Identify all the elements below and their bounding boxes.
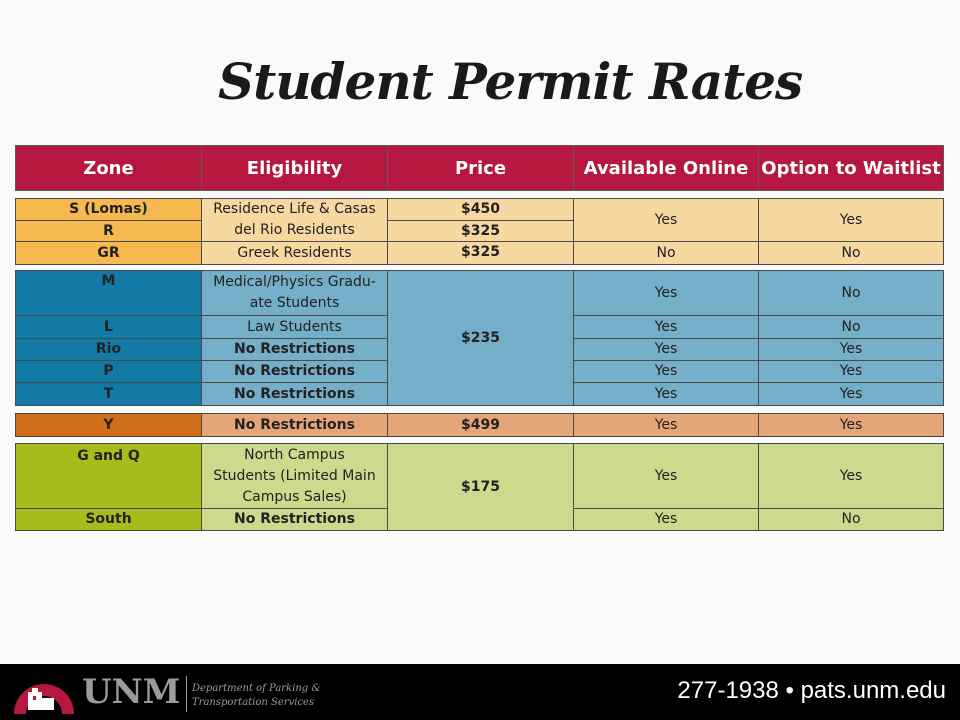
waitlist-cell: Yes bbox=[758, 360, 944, 383]
footer-divider bbox=[186, 676, 187, 712]
zone-cell: P bbox=[15, 360, 202, 383]
eligibility-cell: No Restrictions bbox=[201, 360, 388, 383]
eligibility-cell: No Restrictions bbox=[201, 413, 388, 437]
waitlist-cell: No bbox=[758, 508, 944, 531]
available-online-cell: Yes bbox=[573, 338, 759, 361]
eligibility-cell: No Restrictions bbox=[201, 382, 388, 406]
available-online-cell: Yes bbox=[573, 270, 759, 316]
waitlist-cell: No bbox=[758, 315, 944, 339]
available-online-cell: Yes bbox=[573, 413, 759, 437]
zone-cell: GR bbox=[15, 241, 202, 265]
available-online-cell: Yes bbox=[573, 382, 759, 406]
department-name: Department of Parking & Transportation Services bbox=[192, 683, 321, 708]
zone-cell: L bbox=[15, 315, 202, 339]
header-available-online: Available Online bbox=[573, 145, 759, 191]
available-online-cell: Yes bbox=[573, 443, 759, 509]
waitlist-cell: Yes bbox=[758, 413, 944, 437]
page-title: Student Permit Rates bbox=[218, 52, 803, 111]
price-cell: $235 bbox=[387, 270, 574, 406]
zone-cell: T bbox=[15, 382, 202, 406]
zone-cell: G and Q bbox=[15, 443, 202, 509]
unm-logo-text: UNM bbox=[82, 672, 181, 712]
price-cell: $175 bbox=[387, 443, 574, 531]
unm-logo-icon bbox=[12, 670, 76, 714]
zone-cell: S (Lomas) bbox=[15, 198, 202, 221]
price-cell: $325 bbox=[387, 220, 574, 242]
waitlist-cell: No bbox=[758, 270, 944, 316]
available-online-cell: No bbox=[573, 241, 759, 265]
eligibility-cell: Medical/Physics Gradu-ate Students bbox=[201, 270, 388, 316]
price-cell: $499 bbox=[387, 413, 574, 437]
waitlist-cell: Yes bbox=[758, 382, 944, 406]
available-online-cell: Yes bbox=[573, 508, 759, 531]
zone-cell: Rio bbox=[15, 338, 202, 361]
zone-cell: R bbox=[15, 220, 202, 242]
zone-cell: M bbox=[15, 270, 202, 316]
header-option-to-waitlist: Option to Waitlist bbox=[758, 145, 944, 191]
waitlist-cell: No bbox=[758, 241, 944, 265]
available-online-cell: Yes bbox=[573, 315, 759, 339]
eligibility-cell: Greek Residents bbox=[201, 241, 388, 265]
zone-cell: Y bbox=[15, 413, 202, 437]
header-price: Price bbox=[387, 145, 574, 191]
eligibility-cell: No Restrictions bbox=[201, 338, 388, 361]
available-online-cell: Yes bbox=[573, 198, 759, 242]
available-online-cell: Yes bbox=[573, 360, 759, 383]
contact-info: 277-1938 • pats.unm.edu bbox=[677, 677, 946, 704]
price-cell: $450 bbox=[387, 198, 574, 221]
eligibility-cell: Residence Life & Casas del Rio Residents bbox=[201, 198, 388, 242]
price-cell: $325 bbox=[387, 241, 574, 265]
eligibility-cell: North Campus Students (Limited Main Campus Sales) bbox=[201, 443, 388, 509]
waitlist-cell: Yes bbox=[758, 198, 944, 242]
eligibility-cell: Law Students bbox=[201, 315, 388, 339]
waitlist-cell: Yes bbox=[758, 443, 944, 509]
header-eligibility: Eligibility bbox=[201, 145, 388, 191]
waitlist-cell: Yes bbox=[758, 338, 944, 361]
header-zone: Zone bbox=[15, 145, 202, 191]
zone-cell: South bbox=[15, 508, 202, 531]
eligibility-cell: No Restrictions bbox=[201, 508, 388, 531]
